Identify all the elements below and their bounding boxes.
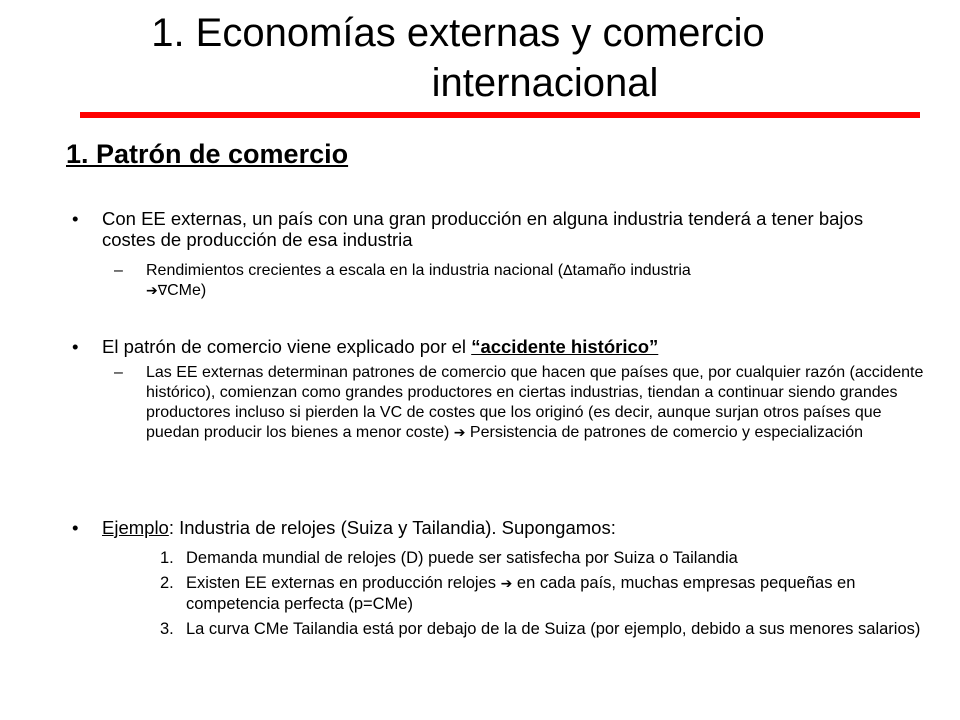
bullet-text: Con EE externas, un país con una gran producción en alguna industria tenderá a tener bajos costes de producción de esa industria (102, 208, 864, 250)
bullet-marker: • (72, 208, 79, 229)
bullet-text (102, 517, 902, 538)
text-run: en cada país, muchas empresas pequeñas en competencia perfecta (p=CMe) (186, 574, 856, 613)
emphasis-text: “accidente histórico” (471, 336, 659, 357)
numbered-item-text: La curva CMe Tailandia está por debajo de la de Suiza (por ejemplo, debido a sus menores salarios) (186, 620, 921, 638)
slide-title-line1: 1. Economías externas y comercio (151, 11, 765, 55)
text-run: : Industria de relojes (Suiza y Tailandia). Supongamos: (168, 517, 616, 538)
item-number: 2. (160, 574, 174, 592)
text-run: Rendimientos crecientes a escala en la industria nacional ( (146, 262, 564, 279)
arrow-icon: ➔ (453, 425, 466, 441)
text-run: tamaño industria (572, 262, 691, 279)
arrow-icon: ➔ (500, 576, 513, 592)
sub-bullet-text (146, 363, 924, 443)
dash-marker: – (114, 262, 123, 279)
dash-marker: – (114, 364, 123, 381)
title-divider (80, 112, 920, 118)
item-number: 3. (160, 620, 174, 638)
bullet-marker: • (72, 336, 79, 357)
sub-bullet-text (146, 261, 924, 301)
text-run: El patrón de comercio viene explicado por el (102, 336, 472, 357)
text-run: Persistencia de patrones de comercio y especialización (465, 424, 864, 441)
example-label: Ejemplo (102, 517, 169, 538)
arrow-icon: ➔ (146, 283, 158, 299)
text-run: Existen EE externas en producción relojes (186, 574, 501, 592)
delta-symbol: ∆ (563, 263, 573, 279)
item-number: 1. (160, 549, 174, 567)
nabla-symbol: ∇ (157, 283, 168, 299)
text-run: CMe) (167, 282, 207, 299)
text-run: Las EE externas determinan patrones de comercio que hacen que países que, por cualquier razón (accidente histórico), comienzan como grandes productores en ciertas industrias, tiendan a continuar siendo grandes productores incluso si pierden la VC de costes que los originó (es decir, aunque surjan otros países que puedan producir los bienes a menor coste) (146, 364, 924, 441)
section-heading: 1. Patrón de comercio (66, 139, 349, 169)
slide-title (60, 8, 940, 108)
bullet-marker: • (72, 517, 79, 538)
slide-title-line2: internacional (431, 61, 659, 105)
numbered-item-text (186, 573, 926, 614)
bullet-text (102, 336, 902, 357)
numbered-item-text: Demanda mundial de relojes (D) puede ser satisfecha por Suiza o Tailandia (186, 549, 738, 567)
